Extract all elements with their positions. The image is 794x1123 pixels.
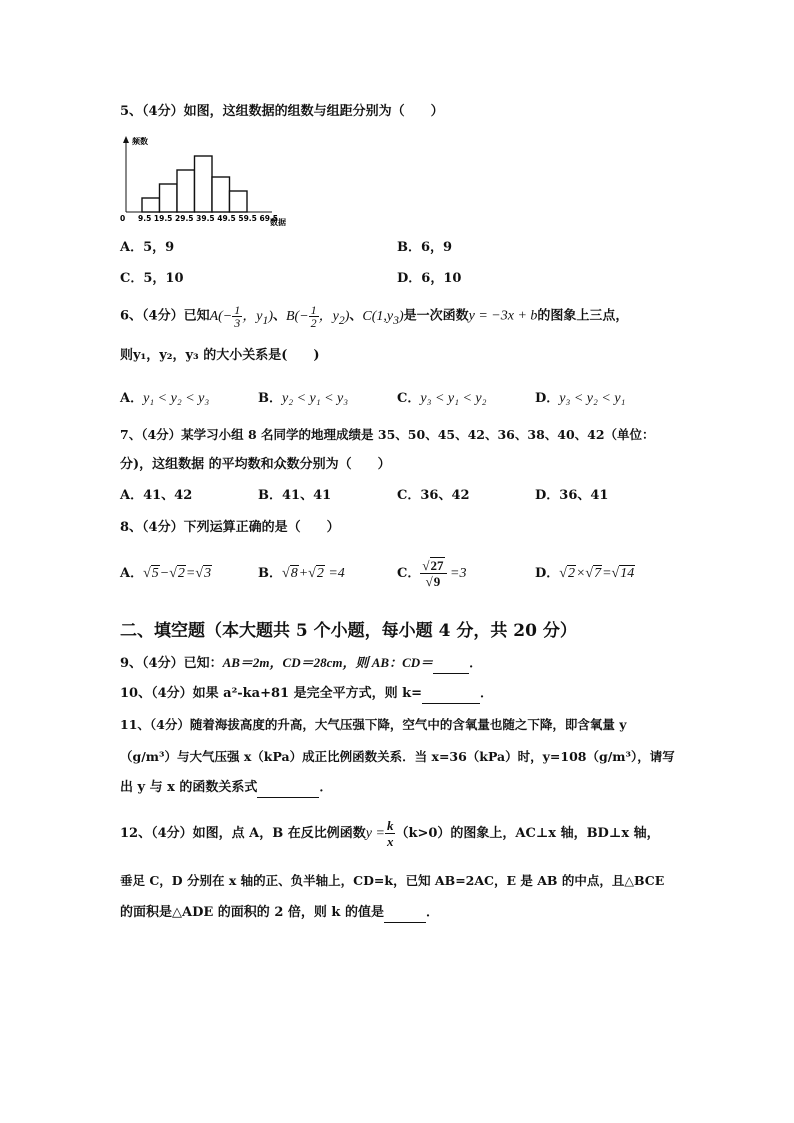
- q6-stem: 6、（4分）已知A(− $\frac{1}{3}$ ，$y_1$)、B(− $\frac{1}{2}$ ，$y_2$)、$C(1,y_3)$是一次函数y = −3x + b的图象上三点，: [120, 303, 629, 330]
- q12-line3: 的面积是△ADE 的面积的 2 倍，则 k 的值是 ．: [120, 904, 439, 923]
- q7-option-b[interactable]: B．41、41: [258, 488, 332, 503]
- q9: 9、（4分）已知：AB＝2m，CD＝28cm，则 AB：CD＝ ．: [120, 654, 482, 674]
- q7-line1: 7、（4分）某学习小组 8 名同学的地理成绩是 35、50、45、42、36、38、40、42（单位：: [120, 427, 655, 442]
- q9-answer-blank[interactable]: [433, 655, 469, 674]
- q8-option-c[interactable]: C． $\frac{√27}{√9}$ =3: [397, 558, 467, 589]
- q11-answer-blank[interactable]: [257, 779, 319, 798]
- q5-option-c[interactable]: C．5，10: [120, 271, 184, 286]
- q8-option-a[interactable]: A．√5−√2=√3: [120, 566, 212, 581]
- q5-stem: 5、（4分）如图，这组数据的组数与组距分别为（ ）: [120, 104, 444, 119]
- histogram-bar-3: [177, 170, 195, 212]
- histogram-bar-6: [230, 191, 248, 212]
- q6-lead: 6、（4分）已知: [120, 308, 210, 324]
- q6-text2: 的图象上三点，: [537, 308, 629, 324]
- q11-line2: （g/m³）与大气压强 x（kPa）成正比例函数关系．当 x=36（kPa）时，y=108（g/m³），请写: [120, 749, 675, 764]
- section-fill-in-title: 二、填空题（本大题共 5 个小题，每小题 4 分，共 20 分）: [120, 621, 577, 641]
- q8-stem: 8、（4分）下列运算正确的是（ ）: [120, 520, 340, 535]
- tick-labels: 9.5 19.5 29.5 39.5 49.5 59.5 69.5: [138, 214, 278, 223]
- q8-option-d[interactable]: D．√2×√7=√14: [535, 566, 635, 581]
- q6-point-b: B(− $\frac{1}{2}$ ，$y_2$): [286, 303, 350, 330]
- histogram-bar-2: [160, 184, 178, 212]
- origin-label: 0: [120, 214, 126, 223]
- q12-line1: 12、（4分）如图，点 A，B 在反比例函数y = $\frac{k}{x}$ （k>0）的图象上，AC⊥x 轴，BD⊥x 轴，: [120, 818, 660, 849]
- q12-line2: 垂足 C，D 分别在 x 轴的正、负半轴上，CD=k，已知 AB=2AC，E 是 AB 的中点，且△BCE: [120, 873, 665, 888]
- y-axis-label: 频数: [132, 137, 148, 146]
- histogram-bar-1: [142, 198, 160, 212]
- q10-answer-blank[interactable]: [422, 685, 480, 704]
- q6-option-b[interactable]: B．y₂ < y₁ < y₃: [258, 391, 349, 406]
- q5-option-b[interactable]: B．6，9: [397, 240, 453, 255]
- q10: 10、（4分）如果 a²-ka+81 是完全平方式，则 k= ．: [120, 685, 493, 704]
- q6-text1: 是一次函数: [403, 308, 469, 324]
- q11-line3: 出 y 与 x 的函数关系式 ．: [120, 779, 332, 798]
- q7-option-d[interactable]: D．36、41: [535, 488, 609, 503]
- q5-option-d[interactable]: D．6，10: [397, 271, 462, 286]
- q6-option-c[interactable]: C．y₃ < y₁ < y₂: [397, 391, 487, 406]
- q7-option-c[interactable]: C．36、42: [397, 488, 470, 503]
- y-axis-arrow: [123, 136, 129, 143]
- q6-option-d[interactable]: D．y₃ < y₂ < y₁: [535, 391, 626, 406]
- q11-line1: 11、（4分）随着海拔高度的升高，大气压强下降，空气中的含氧量也随之下降，即含氧量 y: [120, 717, 627, 732]
- q6-function: y = −3x + b: [468, 308, 538, 324]
- q7-line2: 分)，这组数据 的平均数和众数分别为（ ）: [120, 457, 391, 472]
- q12-answer-blank[interactable]: [384, 904, 426, 923]
- q5-option-a[interactable]: A．5，9: [120, 240, 175, 255]
- q5-histogram: [112, 134, 297, 228]
- histogram-bar-5: [212, 177, 230, 212]
- q6-line2: 则y₁，y₂，y₃ 的大小关系是( ): [120, 348, 320, 363]
- x-axis-label: 数据: [270, 218, 286, 227]
- q7-option-a[interactable]: A．41、42: [120, 488, 193, 503]
- q6-point-a: A(− $\frac{1}{3}$ ，$y_1$): [209, 303, 273, 330]
- q8-option-b[interactable]: B．√8+√2 =4: [258, 566, 345, 581]
- histogram-bar-4: [195, 156, 213, 212]
- q6-option-a[interactable]: A．y₁ < y₂ < y₃: [120, 391, 210, 406]
- q6-point-c: $C(1,y_3)$: [362, 308, 404, 327]
